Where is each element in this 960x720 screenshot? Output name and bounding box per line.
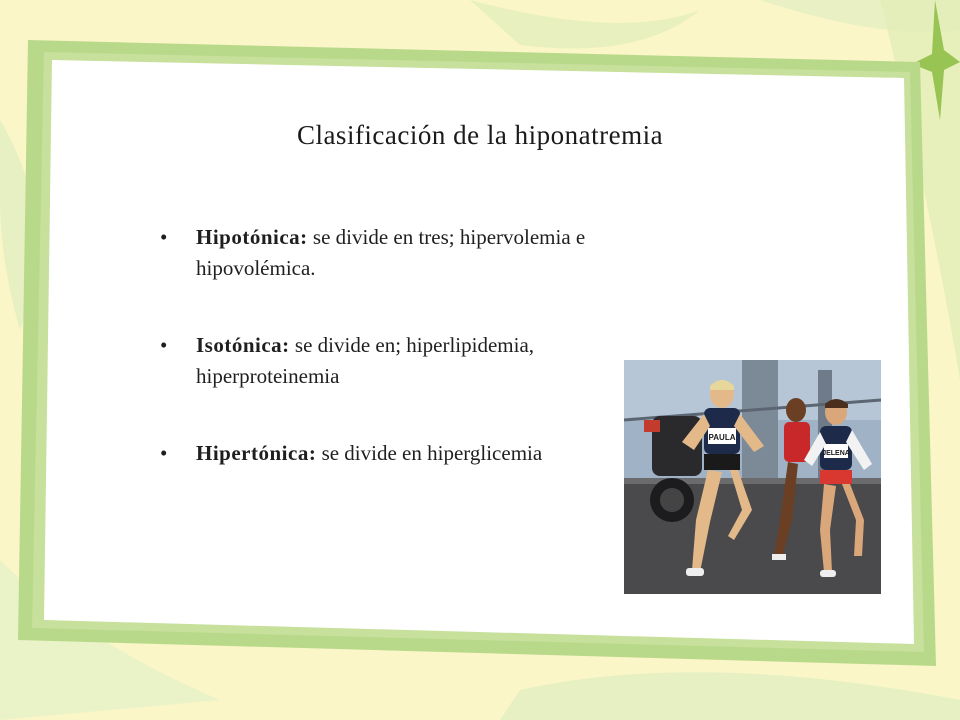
bib-paula: PAULA	[708, 433, 736, 442]
marathon-runners-photo	[624, 360, 881, 594]
bib-jelena: JELENA	[822, 450, 850, 457]
bullet-term: Isotónica:	[196, 333, 290, 357]
bullet-term: Hipertónica:	[196, 441, 317, 465]
bullet-dot: •	[160, 333, 168, 357]
bullet-text: se divide en hiperglicemia	[316, 441, 543, 465]
bullet-list	[160, 222, 600, 515]
bullet-term: Hipotónica:	[196, 225, 308, 249]
bullet-text: se divide en; hiperlipidemia, hiperproteinemia	[196, 333, 535, 388]
bullet-dot: •	[160, 225, 168, 249]
bullet-item-hipertonica	[160, 438, 600, 469]
bullet-item-hipotonica	[160, 222, 600, 284]
slide-title: Clasificación de la hiponatremia	[296, 120, 664, 150]
bullet-item-isotonica	[160, 330, 600, 392]
bullet-text: se divide en tres; hipervolemia e hipovolémica.	[196, 225, 586, 280]
bullet-dot: •	[160, 441, 168, 465]
